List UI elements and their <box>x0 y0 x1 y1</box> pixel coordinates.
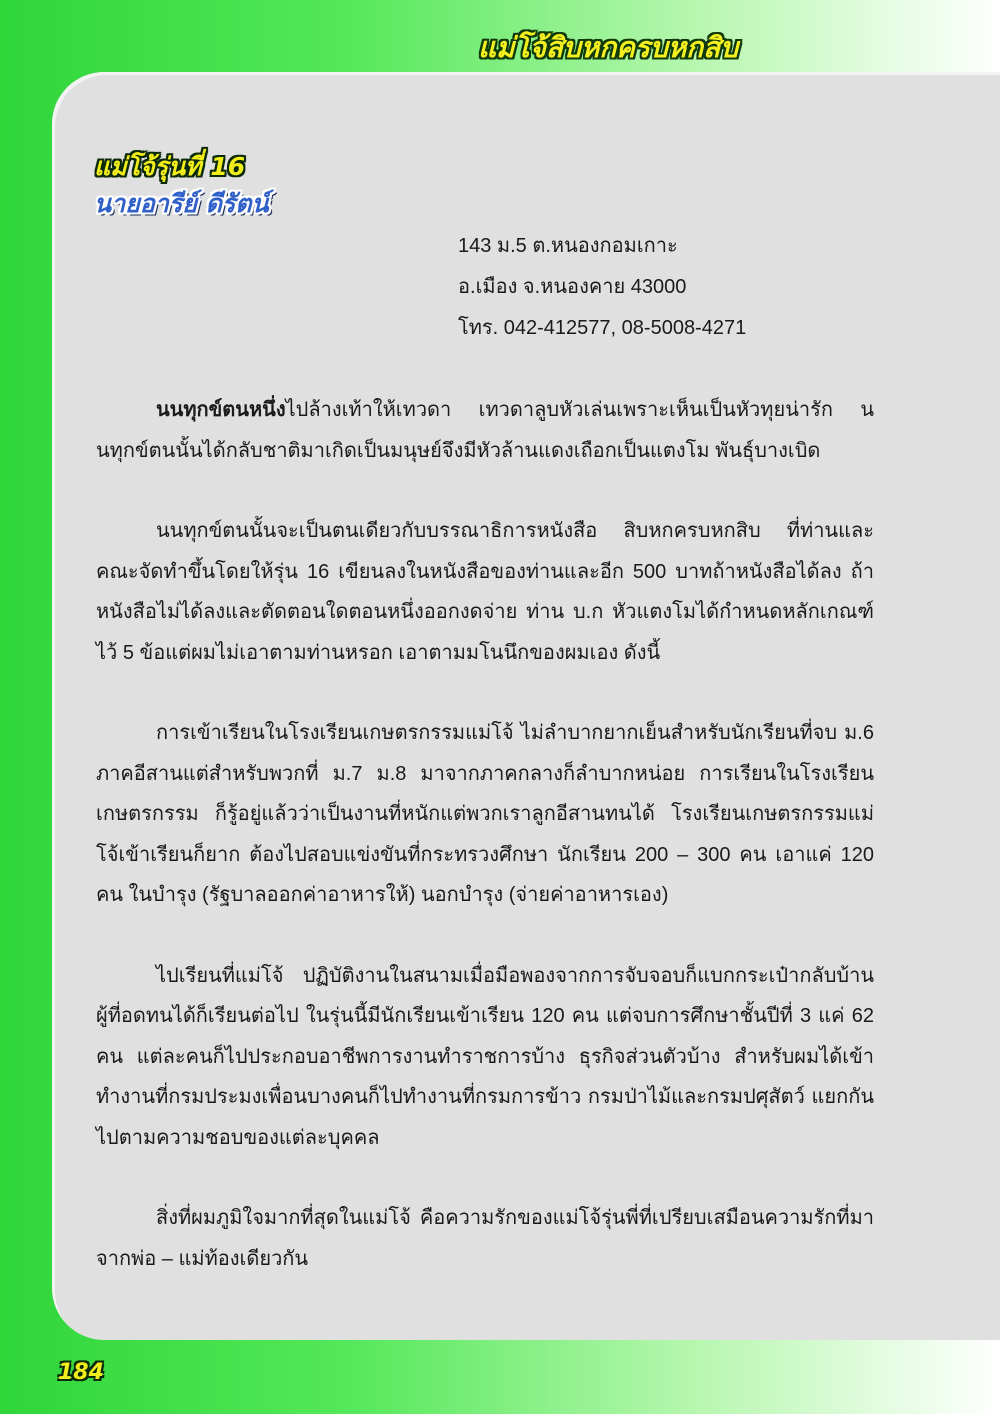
paragraph-3 <box>96 713 874 916</box>
paragraph-4 <box>96 956 874 1159</box>
paragraph-2 <box>96 511 874 673</box>
paragraph-text: ไปล้างเท้าให้เทวดา เทวดาลูบหัวเล่นเพราะเห็นเป็นหัวทุยน่ารัก นนทุกข์ตนนั้นได้กลับชาติมาเกิดเป็นมนุษย์จึงมีหัวล้านแดงเถือกเป็นแตงโม พันธุ์บางเบิด <box>96 399 874 462</box>
address-line-2: อ.เมือง จ.หนองคาย 43000 <box>458 276 687 298</box>
article-body <box>96 390 874 1319</box>
paragraph-text: สิ่งที่ผมภูมิใจมากที่สุดในแม่โจ้ คือความรักของแม่โจ้รุ่นพี่ที่เปรียบเสมือนความรักที่มาจากพ่อ – แม่ท้องเดียวกัน <box>96 1207 874 1270</box>
paragraph-1 <box>96 390 874 471</box>
running-header-title: แม่โจ้สิบหกครบหกสิบ <box>477 31 738 64</box>
author-heading <box>94 148 269 222</box>
author-name: นายอารีย์ ดีรัตน์ <box>94 189 269 218</box>
address-line-1: 143 ม.5 ต.หนองกอมเกาะ <box>458 235 678 257</box>
author-generation: แม่โจ้รุ่นที่ 16 <box>94 152 246 181</box>
page-number: 184 <box>58 1360 104 1385</box>
address-block <box>458 226 746 349</box>
paragraph-lead: นนทุกข์ตนหนึ่ง <box>156 399 286 421</box>
paragraph-text: การเข้าเรียนในโรงเรียนเกษตรกรรมแม่โจ้ ไม่ลำบากยากเย็นสำหรับนักเรียนที่จบ ม.6 ภาคอีสานแต่สำหรับพวกที่ ม.7 ม.8 มาจากภาคกลางก็ลำบากหน่อย การเรียนในโรงเรียนเกษตรกรรม ก็รู้อยู่แล้วว่าเป็นงานที่หนักแต่พวกเราลูกอีสานทนได้ โรงเรียนเกษตรกรรมแม่โจ้เข้าเรียนก็ยาก ต้องไปสอบแข่งขันที่กระทรวงศึกษา นักเรียน 200 – 300 คน เอาแค่ 120 คน ในบำรุง (รัฐบาลออกค่าอาหารให้) นอกบำรุง (จ่ายค่าอาหารเอง) <box>96 722 874 906</box>
address-phone: โทร. 042-412577, 08-5008-4271 <box>458 317 747 339</box>
paragraph-text: นนทุกข์ตนนั้นจะเป็นตนเดียวกับบรรณาธิการหนังสือ สิบหกครบหกสิบ ที่ท่านและคณะจัดทำขึ้นโดยให้รุ่น 16 เขียนลงในหนังสือของท่านและอีก 500 บาทถ้าหนังสือได้ลง ถ้าหนังสือไม่ได้ลงและตัดตอนใดตอนหนึ่งออกงดจ่าย ท่าน บ.ก หัวแตงโมได้กำหนดหลักเกณฑ์ไว้ 5 ข้อแต่ผมไม่เอาตามท่านหรอก เอาตามมโนนึกของผมเอง ดังนี้ <box>96 520 874 664</box>
paragraph-5 <box>96 1198 874 1279</box>
paragraph-text: ไปเรียนที่แม่โจ้ ปฏิบัติงานในสนามเมื่อมือพองจากการจับจอบก็แบกกระเป๋ากลับบ้าน ผู้ที่อดทนได้ก็เรียนต่อไป ในรุ่นนี้มีนักเรียนเข้าเรียน 120 คน แต่จบการศึกษาชั้นปีที่ 3 แค่ 62 คน แต่ละคนก็ไปประกอบอาชีพการงานทำราชการบ้าง ธุรกิจส่วนตัวบ้าง สำหรับผมได้เข้าทำงานที่กรมประมงเพื่อนบางคนก็ไปทำงานที่กรมการข้าว กรมป่าไม้และกรมปศุสัตว์ แยกกันไปตามความชอบของแต่ละบุคคล <box>96 964 874 1149</box>
